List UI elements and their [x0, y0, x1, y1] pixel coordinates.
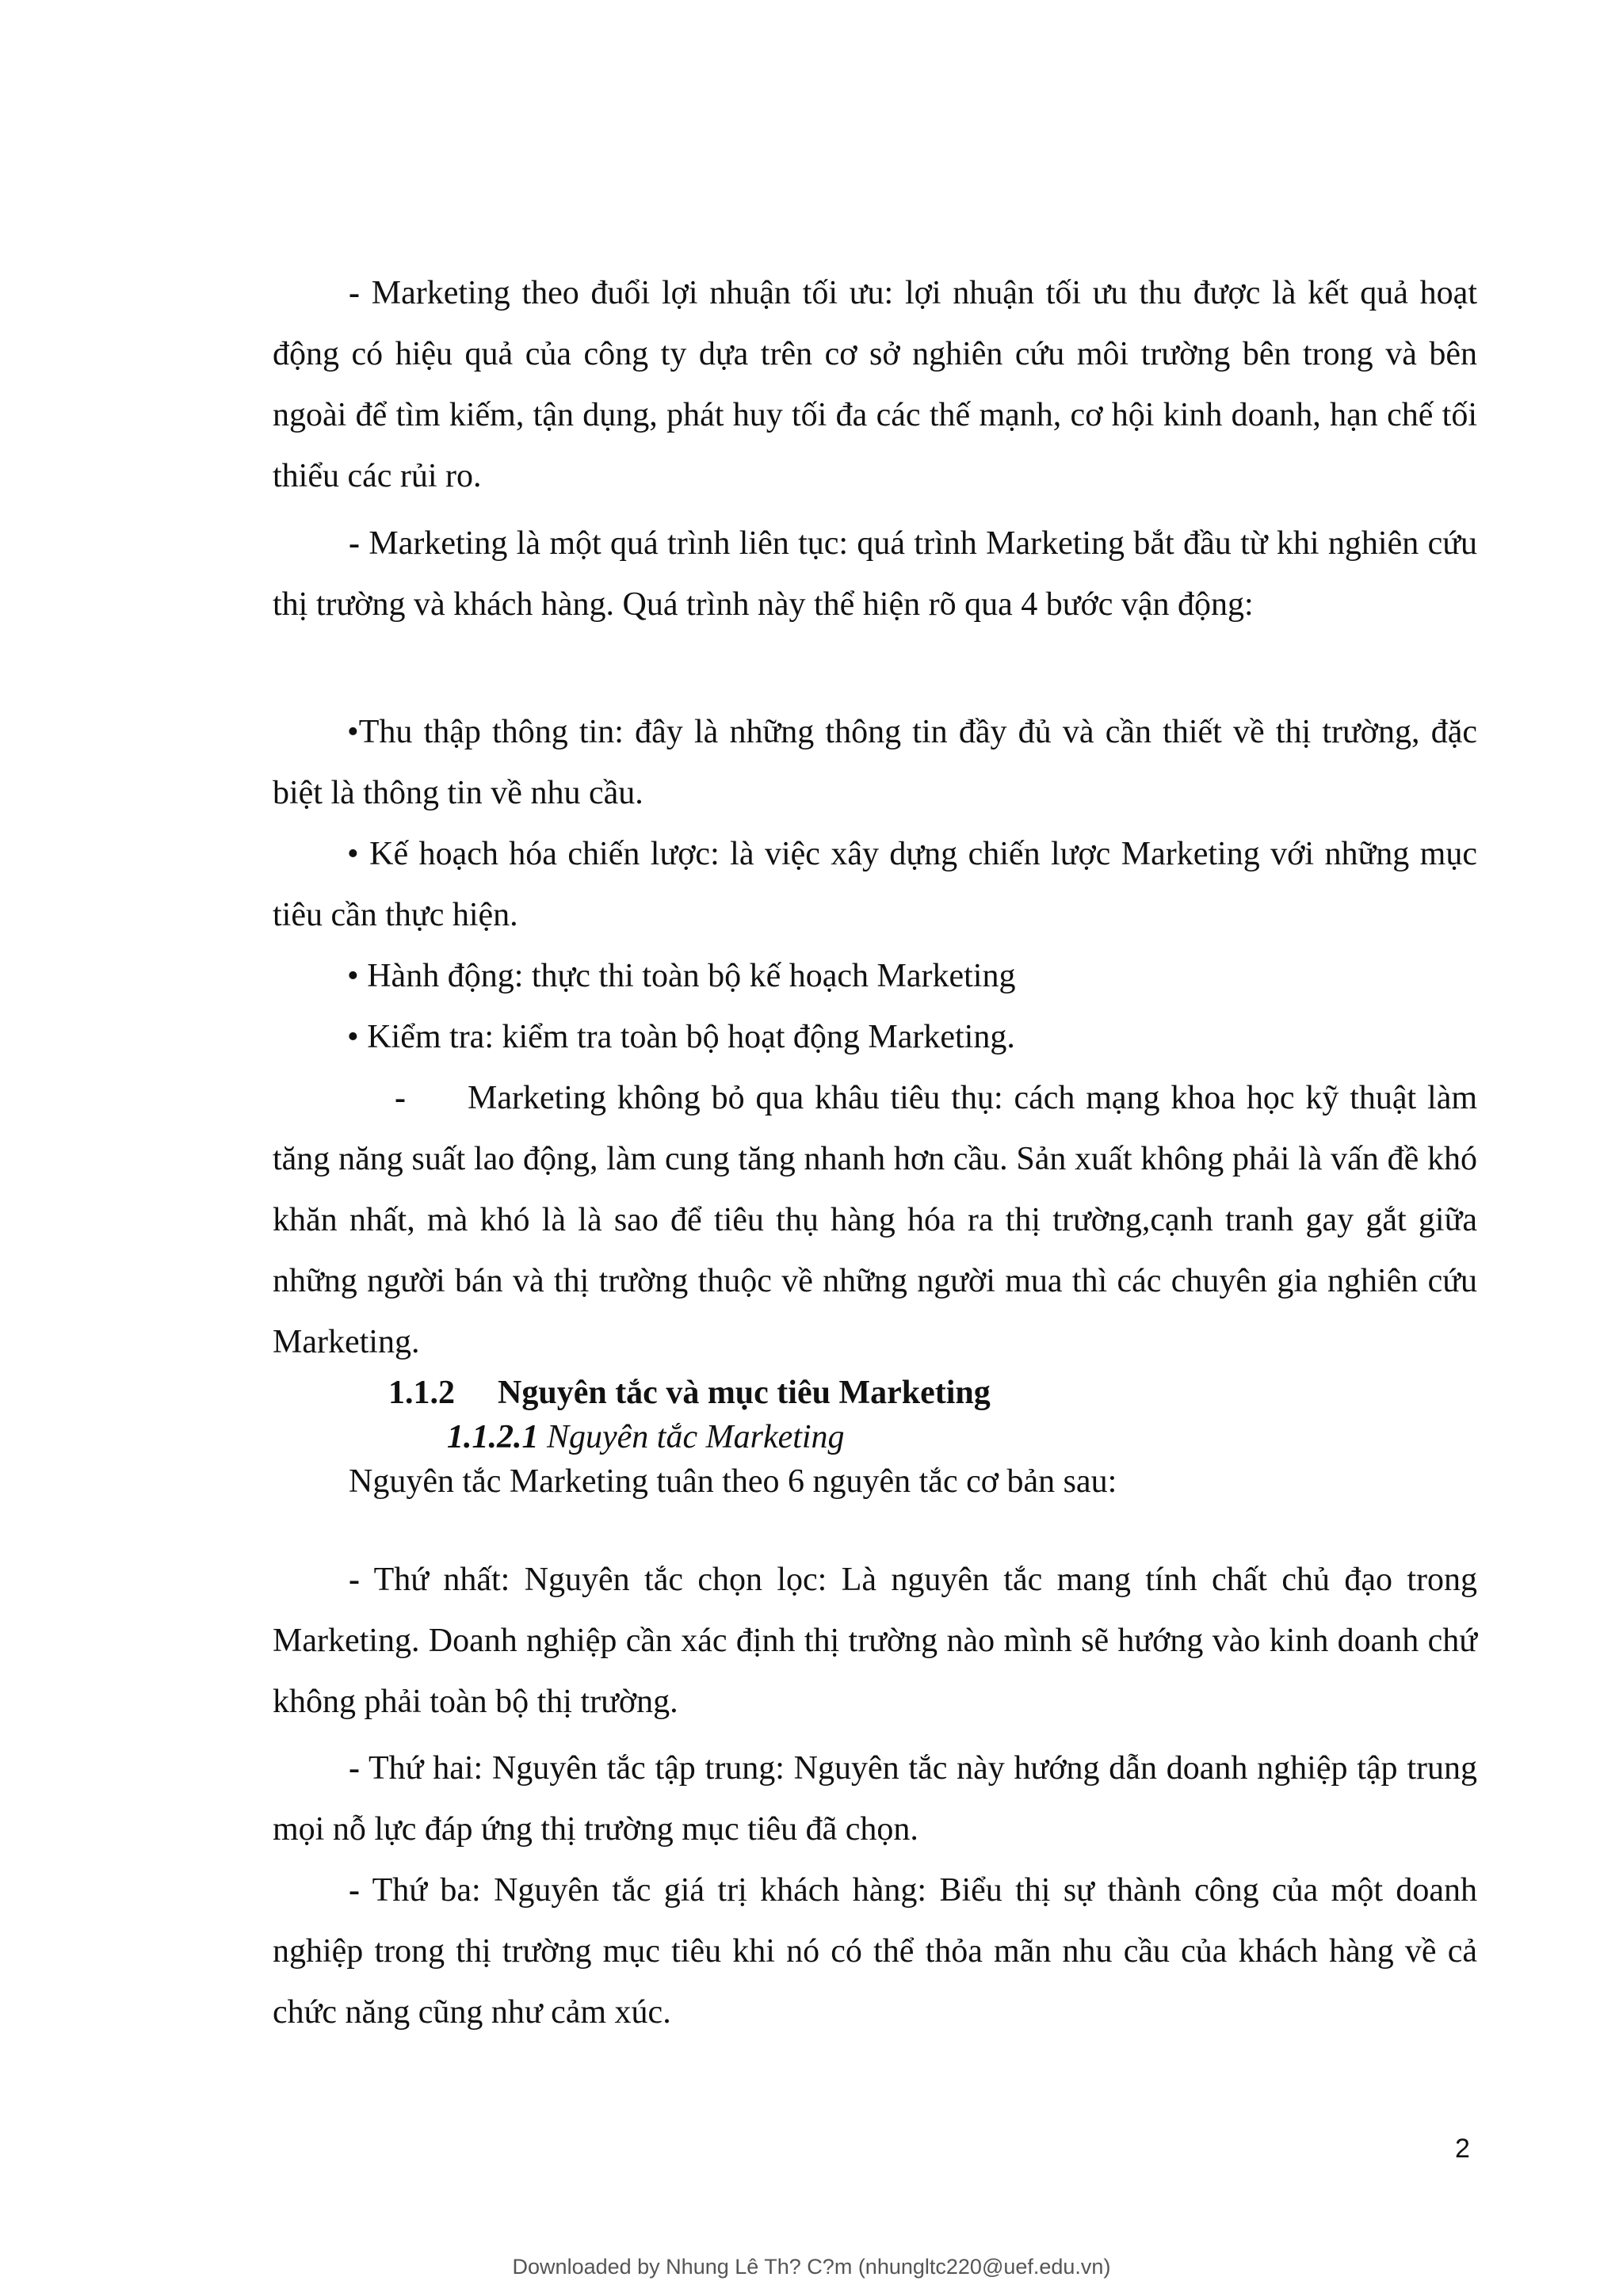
bullet-strategic-planning: [273, 824, 1477, 946]
bullet-marker: •: [347, 958, 359, 994]
paragraph-text: Thứ ba: Nguyên tắc giá trị khách hàng: Biểu thị sự thành công của một doanh nghiệp trong thị trường mục tiêu khi nó có thể thỏa mãn nhu cầu của khách hàng về cả chức năng cũng như cảm xúc.: [273, 1872, 1477, 2031]
paragraph-text: Marketing theo đuổi lợi nhuận tối ưu: lợi nhuận tối ưu thu được là kết quả hoạt động có hiệu quả của công ty dựa trên cơ sở nghiên cứu môi trường bên trong và bên ngoài để tìm kiếm, tận dụng, phát huy tối đa các thế mạnh, cơ hội kinh doanh, hạn chế tối thiểu các rủi ro.: [273, 275, 1477, 494]
bullet-text: Kế hoạch hóa chiến lược: là việc xây dựng chiến lược Marketing với những mục tiêu cần thực hiện.: [273, 836, 1477, 933]
subsection-number: 1.1.2.1: [447, 1419, 539, 1455]
paragraph-optimal-profit: [273, 263, 1477, 507]
principles-intro: Nguyên tắc Marketing tuân theo 6 nguyên tắc cơ bản sau:: [349, 1463, 1117, 1500]
bullet-inspection: [273, 1007, 1477, 1068]
download-footer: Downloaded by Nhung Lê Th? C?m (nhungltc220@uef.edu.vn): [512, 2255, 1111, 2279]
principle-focus: [273, 1738, 1477, 1860]
dash-marker: -: [349, 275, 360, 311]
bullet-text: Kiểm tra: kiểm tra toàn bộ hoạt động Marketing.: [358, 1019, 1015, 1055]
section-number: 1.1.2: [388, 1375, 455, 1411]
paragraph-text: Thứ nhất: Nguyên tắc chọn lọc: Là nguyên tắc mang tính chất chủ đạo trong Marketing. Doanh nghiệp cần xác định thị trường nào mình sẽ hướng vào kinh doanh chứ không phải toàn bộ thị trường.: [273, 1562, 1477, 1720]
principle-customer-value: [273, 1860, 1477, 2043]
bullet-action: [273, 946, 1477, 1007]
paragraph-continuous-process: [273, 513, 1477, 635]
paragraph-text: Marketing không bỏ qua khâu tiêu thụ: cách mạng khoa học kỹ thuật làm tăng năng suất lao động, làm cung tăng nhanh hơn cầu. Sản xuất không phải là vấn đề khó khăn nhất, mà khó là là sao để tiêu thụ hàng hóa ra thị trường,cạnh tranh gay gắt giữa những người bán và thị trường thuộc về những người mua thì các chuyên gia nghiên cứu Marketing.: [273, 1080, 1477, 1360]
principle-selection: [273, 1550, 1477, 1733]
bullet-text: Hành động: thực thi toàn bộ kế hoạch Marketing: [358, 958, 1016, 994]
subsection-title: Nguyên tắc Marketing: [538, 1419, 845, 1455]
bullet-marker: •: [347, 714, 359, 750]
paragraph-text: Marketing là một quá trình liên tục: quá trình Marketing bắt đầu từ khi nghiên cứu thị trường và khách hàng. Quá trình này thể hiện rõ qua 4 bước vận động:: [273, 525, 1477, 623]
paragraph-consumption: [273, 1068, 1477, 1373]
bullet-marker: •: [347, 836, 359, 872]
bullet-collect-information: [273, 702, 1477, 824]
section-heading: [388, 1369, 991, 1417]
paragraph-text: Thứ hai: Nguyên tắc tập trung: Nguyên tắc này hướng dẫn doanh nghiệp tập trung mọi nỗ lực đáp ứng thị trường mục tiêu đã chọn.: [273, 1750, 1477, 1848]
dash-marker: -: [395, 1080, 406, 1116]
section-title: Nguyên tắc và mục tiêu Marketing: [498, 1375, 991, 1411]
dash-marker: -: [349, 1562, 360, 1598]
dash-marker: -: [349, 1750, 360, 1787]
bullet-marker: •: [347, 1019, 359, 1055]
dash-marker: -: [349, 525, 360, 562]
dash-marker: -: [349, 1872, 360, 1909]
page-number: 2: [1455, 2134, 1470, 2164]
subsection-heading: [447, 1415, 845, 1459]
bullet-text: Thu thập thông tin: đây là những thông tin đầy đủ và cần thiết về thị trường, đặc biệt là thông tin về nhu cầu.: [273, 714, 1477, 811]
